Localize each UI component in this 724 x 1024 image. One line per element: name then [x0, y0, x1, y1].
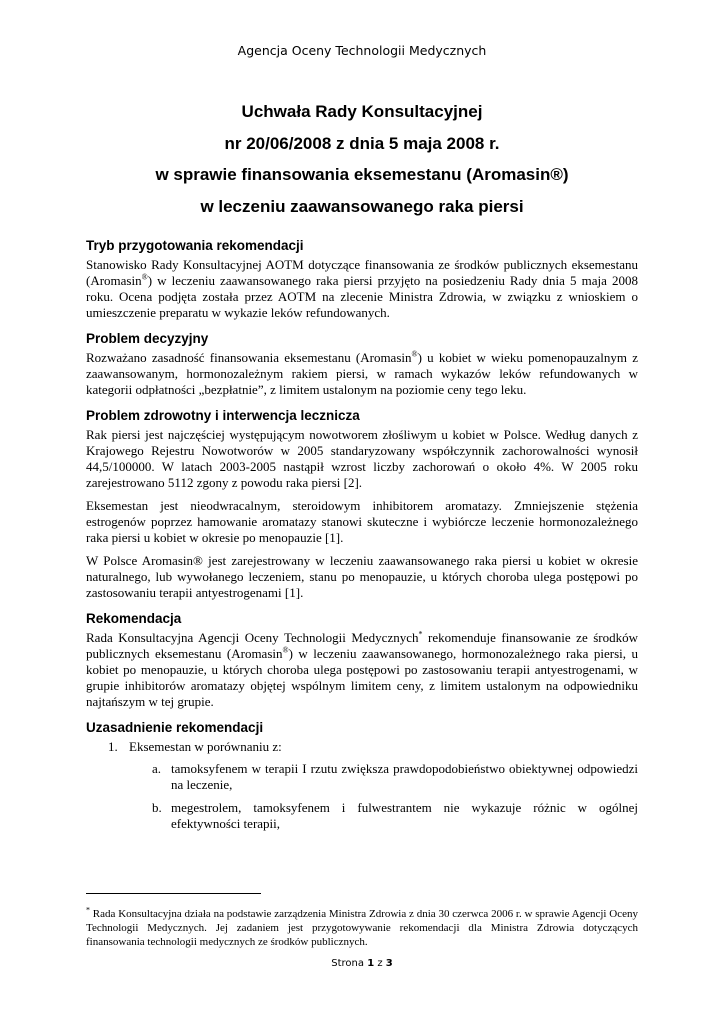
footnote — [86, 907, 638, 949]
paragraph: Rada Konsultacyjna Agencji Oceny Technologii Medycznych* rekomenduje finansowanie ze środków publicznych eksemestanu (Aromasin®) w leczeniu zaawansowanego, hormonozależnego raka piersi, u kobiet po menopauzie, u których choroba ulega postępowi po zastosowaniu terapii antyestrogenami, w grupie inhibitorów aromatazy objętej wspólnym limitem ceny, z limitem ustalonym na odpowiedniku najtańszym w tej grupie. — [86, 629, 638, 709]
section-problem-zdrowotny — [86, 407, 638, 601]
section-rekomendacja — [86, 610, 638, 710]
paragraph: Stanowisko Rady Konsultacyjnej AOTM dotyczące finansowania ze środków publicznych eksemestanu (Aromasin®) w leczeniu zaawansowanego raka piersi przyjęto na posiedzeniu Rady dnia 5 maja 2008 roku. Ocena podjęta została przez AOTM na zlecenie Ministra Zdrowia, w związku z wnioskiem o umieszczenie preparatu w wykazie leków refundowanych. — [86, 257, 638, 320]
page-header: Agencja Oceny Technologii Medycznych — [237, 43, 487, 58]
section-uzasadnienie — [86, 719, 638, 832]
section-heading: Problem zdrowotny i interwencja lecznicza — [86, 408, 360, 423]
paragraph: W Polsce Aromasin® jest zarejestrowany w leczeniu zaawansowanego raka piersi u kobiet w okresie naturalnego, lub wywołanego leczeniem, stanu po menopauzie, u których choroba ulega postępowi po zastosowaniu terapii antyestrogenami [1]. — [86, 553, 638, 600]
document-body — [86, 237, 638, 841]
section-heading: Rekomendacja — [86, 611, 182, 626]
section-heading: Uzasadnienie rekomendacji — [86, 720, 264, 735]
page-number: Strona 1 z 3 — [331, 958, 393, 969]
title-line-1: Uchwała Rady Konsultacyjnej — [241, 102, 483, 121]
sub-list-item — [86, 800, 638, 832]
list-item — [86, 739, 638, 755]
section-problem-decyzyjny — [86, 330, 638, 398]
section-heading: Tryb przygotowania rekomendacji — [86, 238, 304, 253]
title-line-2: nr 20/06/2008 z dnia 5 maja 2008 r. — [224, 133, 500, 153]
list-text: Eksemestan w porównaniu z: — [129, 739, 282, 754]
title-line-4: w leczeniu zaawansowanego raka piersi — [200, 196, 524, 216]
footnote-separator — [86, 893, 261, 894]
sub-list-item — [86, 761, 638, 793]
footnote-text: Rada Konsultacyjna działa na podstawie zarządzenia Ministra Zdrowia z dnia 30 czerwca 2006 r. w sprawie Agencji Oceny Technologii Medycznych. Jej zadaniem jest przygotowywanie rekomendacji dla Ministra Zdrowia dotyczących finansowania technologii medycznych ze środków publicznych. — [86, 908, 638, 948]
title-line-3: w sprawie finansowania eksemestanu (Aromasin®) — [155, 165, 569, 184]
sub-list-text: megestrolem, tamoksyfenem i fulwestrantem nie wykazuje różnic w ogólnej efektywności terapii, — [171, 800, 638, 831]
footnote-mark: * — [86, 905, 90, 915]
section-heading: Problem decyzyjny — [86, 331, 209, 346]
sub-list-letter: b. — [152, 800, 162, 815]
sub-list-letter: a. — [152, 761, 162, 776]
paragraph: Rak piersi jest najczęściej występującym nowotworem złośliwym u kobiet w Polsce. Według danych z Krajowego Rejestru Nowotworów w 2005 standaryzowany współczynnik zachorowalności wynosił 44,5/100000. W latach 2003-2005 nastąpił wzrost liczby zachorowań o około 4%. W 2005 roku zarejestrowano 5112 zgony z powodu raka piersi [2]. — [86, 427, 638, 490]
section-tryb — [86, 237, 638, 321]
paragraph: Rozważano zasadność finansowania eksemestanu (Aromasin®) u kobiet w wieku pomenopauzalnym z zaawansowanym, hormonozależnym rakiem piersi, w ramach wykazów leków refundowanych w kategorii odpłatności „bezpłatnie”, z limitem ustalonym na poziomie ceny tego leku. — [86, 349, 638, 397]
list-number: 1. — [108, 739, 118, 754]
sub-list-text: tamoksyfenem w terapii I rzutu zwiększa prawdopodobieństwo obiektywnej odpowiedzi na leczenie, — [171, 761, 638, 792]
document-title — [40, 96, 684, 222]
paragraph: Eksemestan jest nieodwracalnym, steroidowym inhibitorem aromatazy. Zmniejszenie stężenia estrogenów poprzez hamowanie aromatazy stanowi skuteczne i wybiórcze leczenie hormonozależnego raka piersi u kobiet w okresie po menopauzie [1]. — [86, 498, 638, 545]
